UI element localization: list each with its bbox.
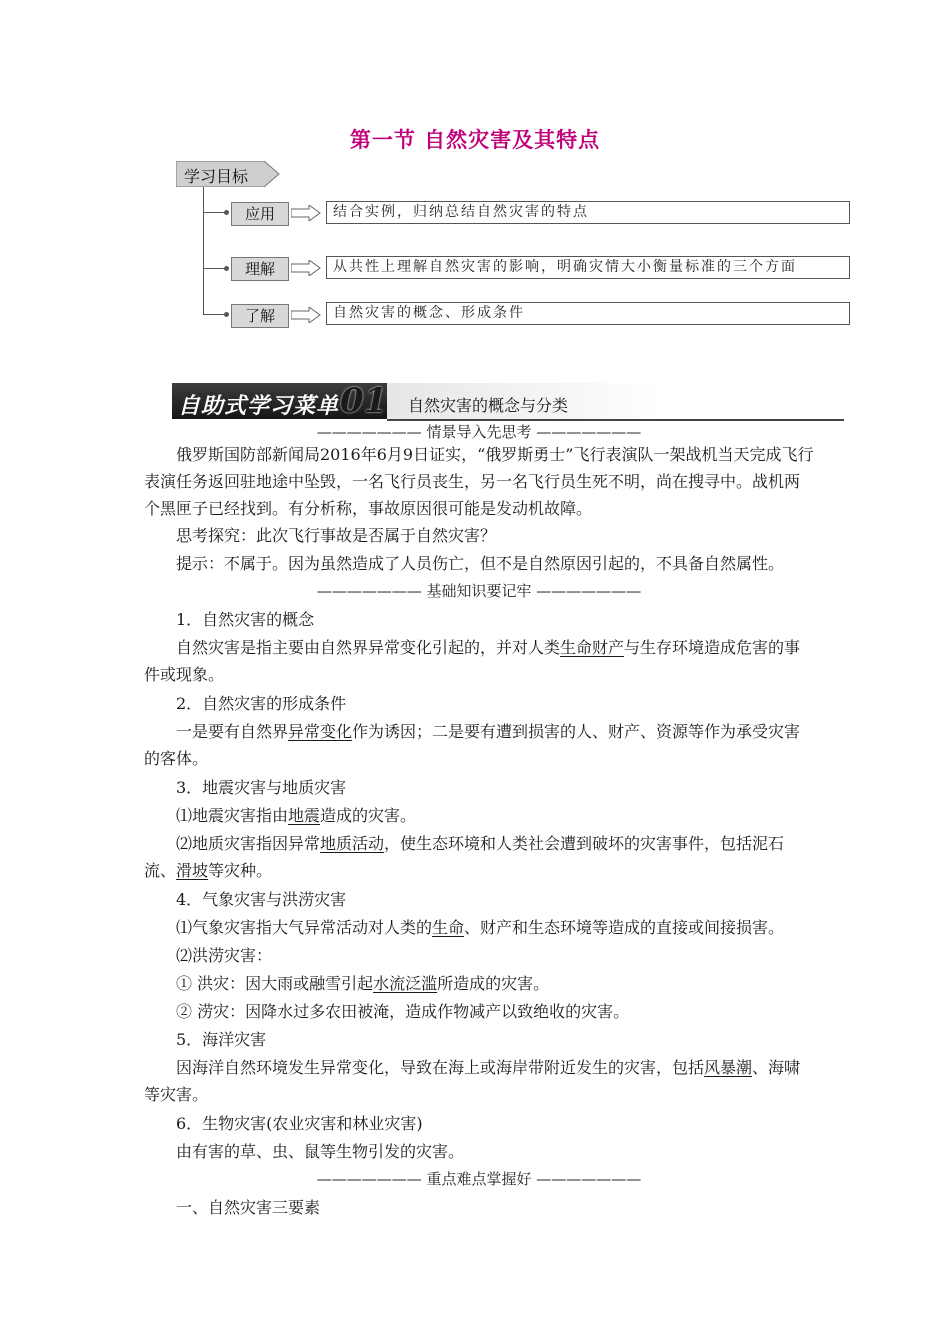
basics-heading-1: 1．自然灾害的概念 (176, 610, 315, 629)
separator-intro-label: 情景导入先思考 (426, 423, 532, 441)
basics-paragraph-6: 由有害的草、虫、鼠等生物引发的灾害。 (176, 1142, 465, 1161)
text: 、海啸等灾害。 (144, 1058, 801, 1104)
text: 造成的灾害。 (320, 806, 417, 825)
key-term: 地质活动 (320, 834, 385, 853)
section-banner (172, 383, 844, 421)
basics-paragraph-2 (144, 718, 814, 772)
arrow-right-icon (291, 205, 321, 221)
page-title: 第一节 自然灾害及其特点 (349, 128, 601, 152)
key-term: 水流泛滥 (373, 974, 438, 993)
basics-heading-6: 6．生物灾害(农业灾害和林业灾害) (176, 1114, 423, 1133)
basics-heading-2: 2．自然灾害的形成条件 (176, 694, 347, 713)
intro-paragraph: 俄罗斯国防部新闻局2016年6月9日证实，“俄罗斯勇士”飞行表演队一架战机当天完成飞行表演任务返回驻地途中坠毁，一名飞行员丧生，另一名飞行员生死不明，尚在搜寻中。战机两个黑匣子已经找到。有分析称，事故原因很可能是发动机故障。 (144, 445, 814, 518)
text: ⑴气象灾害指大气异常活动对人类的 (176, 918, 433, 937)
text: 所造成的灾害。 (437, 974, 550, 993)
text: 一是要有自然界 (176, 722, 289, 741)
key-term: 风暴潮 (704, 1058, 753, 1077)
objective-know-text: 自然灾害的概念、形成条件 (326, 302, 850, 325)
basics-paragraph-5 (144, 1054, 814, 1108)
text: 与生存环境造成危害的事件或现象。 (144, 638, 801, 684)
branch-dot-icon (224, 210, 229, 215)
intro-hint: 提示：不属于。因为虽然造成了人员伤亡，但不是自然原因引起的，不具备自然属性。 (176, 554, 785, 573)
branch-dot-icon (224, 266, 229, 271)
text: 作为诱因；二是要有遭到损害的人、财产、资源等作为承受灾害的客体。 (144, 722, 801, 768)
objective-apply-text: 结合实例，归纳总结自然灾害的特点 (326, 201, 850, 224)
objectives-tag (176, 161, 280, 187)
basics-paragraph-1 (144, 634, 814, 688)
text: 因海洋自然环境发生异常变化，导致在海上或海岸带附近发生的灾害，包括 (176, 1058, 705, 1077)
basics-paragraph-3-2 (144, 830, 814, 884)
text: ⑵地质灾害指因异常 (176, 834, 321, 853)
basics-paragraph-4-1 (176, 914, 836, 941)
key-term: 生命财产 (560, 638, 625, 657)
separator-intro: ——————— 情景导入先思考 ——————— (316, 423, 642, 441)
key-term: 生命 (432, 918, 465, 937)
basics-paragraph-4-4: ② 涝灾：因降水过多农田被淹，造成作物减产以致绝收的灾害。 (176, 1002, 630, 1021)
text: 自然灾害是指主要由自然界异常变化引起的，并对人类 (176, 638, 561, 657)
arrow-right-icon (291, 260, 321, 276)
basics-paragraph-4-3 (144, 970, 814, 997)
arrow-right-icon (291, 307, 321, 323)
basics-paragraph-4-2: ⑵洪涝灾害： (176, 946, 273, 965)
objective-understand-text: 从共性上理解自然灾害的影响，明确灾情大小衡量标准的三个方面 (326, 256, 850, 279)
separator-key: ——————— 重点难点掌握好 ——————— (316, 1170, 642, 1188)
key-term: 滑坡 (176, 861, 209, 880)
banner-topic: 自然灾害的概念与分类 (408, 396, 569, 415)
text: 、财产和生态环境等造成的直接或间接损害。 (464, 918, 785, 937)
intro-question: 思考探究：此次飞行事故是否属于自然灾害？ (176, 526, 497, 545)
key-term: 异常变化 (288, 722, 353, 741)
key-heading-1: 一、自然灾害三要素 (176, 1198, 321, 1217)
separator-key-label: 重点难点掌握好 (426, 1170, 532, 1188)
level-apply: 应用 (231, 202, 289, 226)
objectives-tree-line (203, 187, 204, 315)
basics-heading-5: 5．海洋灾害 (176, 1030, 267, 1049)
basics-heading-4: 4．气象灾害与洪涝灾害 (176, 890, 347, 909)
text: ，使生态环境和人类社会遭到破坏的灾害事件，包括泥石流、 (144, 834, 785, 880)
text: ① 洪灾：因大雨或融雪引起 (176, 974, 374, 993)
basics-paragraph-3-1 (144, 802, 814, 829)
basics-heading-3: 3．地震灾害与地质灾害 (176, 778, 347, 797)
banner-label: 自助式学习菜单 (178, 394, 340, 419)
separator-basics: ——————— 基础知识要记牢 ——————— (316, 582, 642, 600)
key-term: 地震 (288, 806, 321, 825)
level-know: 了解 (231, 304, 289, 328)
objectives-tag-label: 学习目标 (184, 167, 249, 186)
separator-basics-label: 基础知识要记牢 (426, 582, 532, 600)
branch-dot-icon (224, 312, 229, 317)
text: ⑴地震灾害指由 (176, 806, 289, 825)
banner-number: 01 (340, 381, 388, 421)
text: 等灾种。 (208, 861, 273, 880)
level-understand: 理解 (231, 257, 289, 281)
